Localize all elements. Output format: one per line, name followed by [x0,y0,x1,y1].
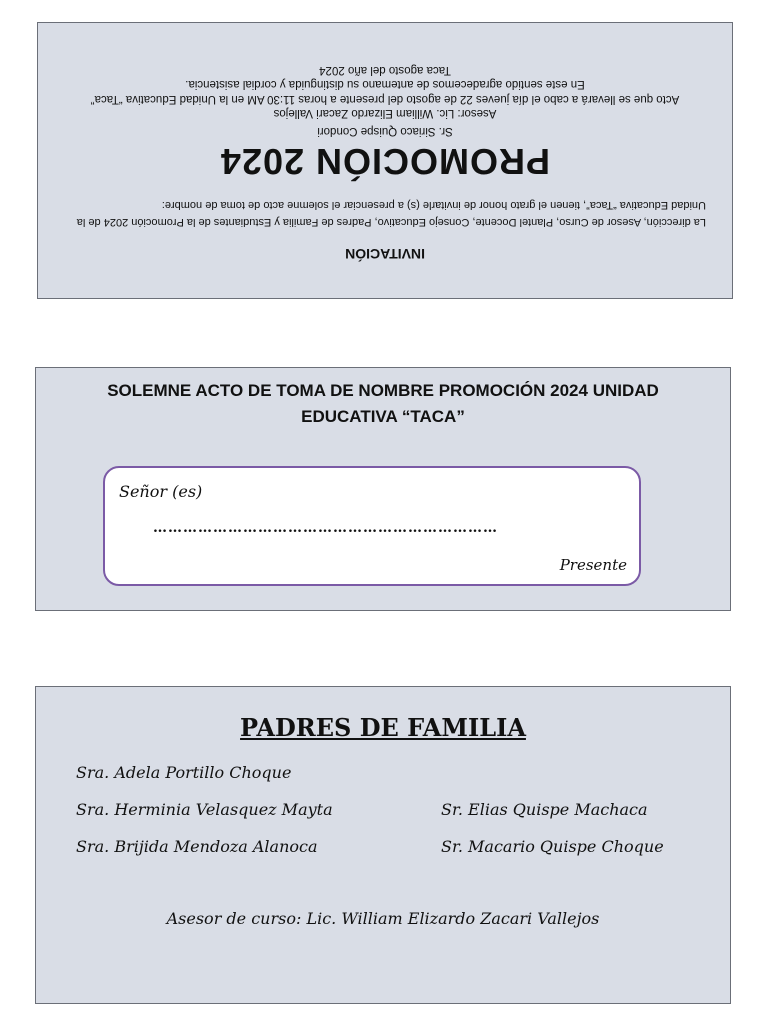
ceremony-title [36,378,730,430]
parents-title: PADRES DE FAMILIA [240,713,526,742]
invitation-title: PROMOCIÓN 2024 [219,141,551,182]
addressee-presente: Presente [559,556,627,574]
parents-card [35,686,731,1004]
invitation-heading: INVITACIÓN [345,246,425,262]
invitation-rotated-content [38,23,732,298]
invitation-thanks: En este sentido agradecemos de antemano su distinguida y cordial asistencia. [185,78,585,90]
parent-name: Sr. Elias Quispe Machaca [441,800,648,819]
invitation-act-details: Acto que se llevará a cabo el día jueves 22 de agosto del presente a horas 11:30 AM en la Unidad Educativa “Taca” [90,93,680,105]
ceremony-card [35,367,731,611]
ceremony-title-line1: SOLEMNE ACTO DE TOMA DE NOMBRE PROMOCIÓN 2024 UNIDAD [107,381,659,400]
addressee-dotted-line: …………………………………………………………… [153,520,498,536]
parent-name: Sr. Macario Quispe Choque [441,837,664,856]
invitation-card [37,22,733,299]
invitation-advisor: Asesor: Lic. William Elizardo Zacari Vallejos [273,107,497,119]
ceremony-title-line2: EDUCATIVA “TACA” [301,407,465,426]
parent-name: Sra. Brijida Mendoza Alanoca [76,837,318,856]
invitation-date: Taca agosto del año 2024 [319,64,451,76]
addressee-box [103,466,641,586]
parent-name: Sra. Adela Portillo Choque [76,763,292,782]
parents-advisor: Asesor de curso: Lic. William Elizardo Zacari Vallejos [166,909,600,928]
parent-name: Sra. Herminia Velasquez Mayta [76,800,333,819]
invitation-body: La dirección, Asesor de Curso, Plantel Docente, Consejo Educativo, Padres de Familia y Estudiantes de la Promoción 2024 de la Unidad Educativa “Taca”, tienen el grato honor de invitarle (s) a presenciar el solemne acto de toma de nombre: [76,199,706,228]
invitation-sponsor: Sr. Siriaco Quispe Condori [317,125,453,137]
addressee-label: Señor (es) [119,482,203,501]
